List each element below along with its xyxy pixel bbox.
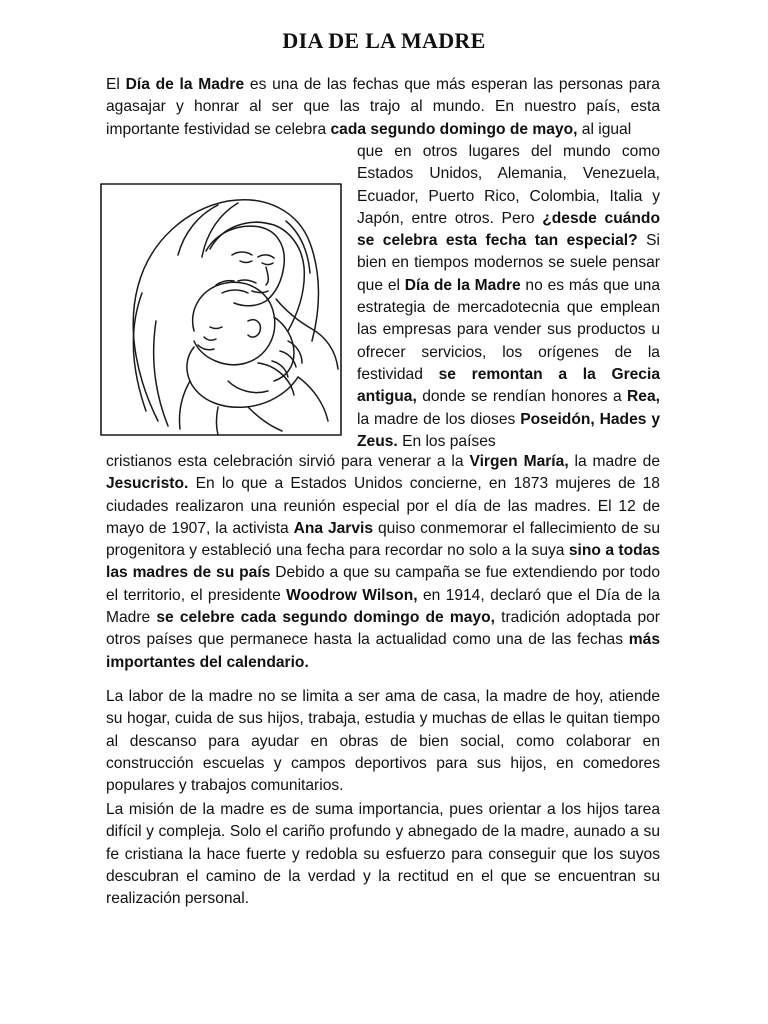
text-run: la madre de xyxy=(568,453,660,470)
bold-run: se celebre cada segundo domingo de mayo, xyxy=(156,609,495,627)
text-run: quiso conmemorar el fallecimiento de su progenitora y estableció una fecha para recordar no solo a la suya xyxy=(106,519,661,560)
paragraph-1-top xyxy=(106,74,660,141)
text-run: En lo que a Estados Unidos concierne, en 1873 mujeres de 18 ciudades realizaron una reunión especial por el día de las madres. El 12 de mayo de 1907, la activista xyxy=(106,475,660,537)
paragraph-1-bottom xyxy=(106,451,660,674)
text-run: en 1914, declaró que el Día de la Madre xyxy=(106,586,661,627)
bold-run: Día de la Madre xyxy=(125,76,245,93)
paragraph-3: La misión de la madre es de suma importancia, pues orientar a los hijos tarea difícil y compleja. Solo el cariño profundo y abnegado de la madre, aunado a su fe cristiana la hace fuerte y redobla su esfuerzo para conseguir que los suyos descubran el camino de la verdad y la rectitud en el que se encuentran su realización personal. xyxy=(106,801,660,908)
mother-and-child-icon xyxy=(98,181,344,438)
paragraph-1-wrap xyxy=(357,141,660,453)
mother-and-child-illustration xyxy=(98,181,344,438)
bold-run: ¿desde cuándo se celebra esta fecha tan especial? xyxy=(357,209,660,250)
text-run: que en otros lugares del mundo como Estados Unidos, Alemania, Venezuela, Ecuador, Puerto Rico, Colombia, Italia y Japón, entre otros. Pero xyxy=(357,143,660,227)
bold-run: Poseidón, Hades y Zeus. xyxy=(357,410,660,450)
text-run: no es más que una estrategia de mercadotecnia que emplean las empresas para vender sus productos u ofrecer servicios, los orígenes de la festividad xyxy=(357,276,660,383)
bold-run: Virgen María, xyxy=(469,453,569,470)
bold-run: más importantes del calendario. xyxy=(106,631,660,671)
text-run: El xyxy=(106,76,126,93)
bold-run: Rea, xyxy=(627,388,660,406)
text-run: cristianos esta celebración sirvió para venerar a la xyxy=(106,453,470,470)
paragraph-2: La labor de la madre no se limita a ser ama de casa, la madre de hoy, atiende su hogar, cuida de sus hijos, trabaja, estudia y muchas de ellas le quitan tiempo al descanso para ayudar en obras de bien social, como colaborar en construcción escuelas y campos deportivos para sus hijos, en comedores populares y trabajos comunitarios. xyxy=(106,688,660,795)
bold-run: Jesucristo. xyxy=(106,475,189,493)
bold-run: Día de la Madre xyxy=(404,276,521,294)
page-title: DIA DE LA MADRE xyxy=(282,28,486,53)
bold-run: Ana Jarvis xyxy=(293,519,374,537)
text-run: es una de las fechas que más esperan las personas para agasajar y honrar al ser que las trajo al mundo. En nuestro país, esta importante festividad se celebra xyxy=(106,76,660,138)
text-run: la madre de los dioses xyxy=(357,410,521,428)
text-run: Si bien en tiempos modernos se suele pensar que el xyxy=(357,232,660,294)
text-run: al igual xyxy=(577,120,632,138)
text-run: Debido a que su campaña se fue extendiendo por todo el territorio, el presidente xyxy=(106,564,660,604)
text-run: donde se rendían honores a xyxy=(416,388,628,406)
text-run: En los países xyxy=(397,432,496,450)
bold-run: Woodrow Wilson, xyxy=(286,586,418,604)
bold-run: sino a todas las madres de su país xyxy=(106,542,660,582)
bold-run: se remontan a la Grecia antigua, xyxy=(357,365,660,406)
text-run: tradición adoptada por otros países que permanece hasta la actualidad como una de las fechas xyxy=(106,609,660,649)
bold-run: cada segundo domingo de mayo, xyxy=(330,120,578,138)
